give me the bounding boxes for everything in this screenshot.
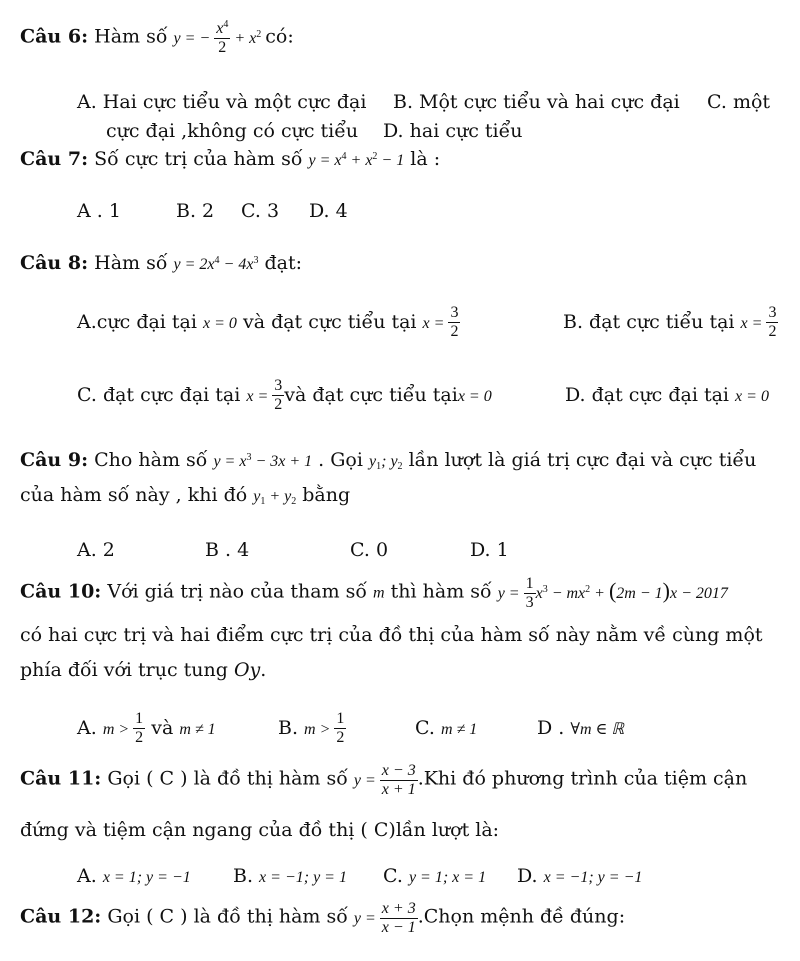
q6-stem xyxy=(20,20,294,58)
q11-a-m: x = 1; y = −1 xyxy=(102,869,191,886)
q6-text-post: có: xyxy=(265,25,294,48)
q9-f-p1: y = x xyxy=(213,453,247,470)
q10-f-p3: + xyxy=(590,584,609,602)
q6-f-den: 2 xyxy=(218,39,227,57)
q8-d-m: x = 0 xyxy=(735,388,769,405)
q10-f-e2: 2 xyxy=(585,583,591,595)
q10-b-den: 2 xyxy=(336,729,345,747)
q8-f-p2: − 4x xyxy=(219,256,254,273)
q11-c-m: y = 1; x = 1 xyxy=(408,869,487,886)
q10-f-p5: 2m − 1 xyxy=(616,584,663,602)
q8-f-e1: 4 xyxy=(214,255,220,266)
q11-f-den: x + 1 xyxy=(381,781,416,799)
q9-ys-b-sub: 2 xyxy=(397,461,403,472)
q8-stem xyxy=(20,253,302,274)
q12-stem xyxy=(20,900,625,938)
q7-f-p1: y = x xyxy=(308,152,342,169)
q9-t3: lần lượt là giá trị cực đại và cực tiểu xyxy=(402,449,757,471)
q10-a-den: 2 xyxy=(135,729,144,747)
q8-a-m2: x = xyxy=(422,314,449,332)
q10-c-m: m ≠ 1 xyxy=(440,721,478,738)
q6-option-a: A. Hai cực tiểu và một cực đại xyxy=(77,91,367,113)
q9-t2: . Gọi xyxy=(312,449,369,471)
q8-c-m2: x = 0 xyxy=(457,387,492,405)
q6-f-num-exp: 4 xyxy=(223,19,229,30)
q8-c-m: x = xyxy=(246,387,273,405)
q11-label: Câu 11: xyxy=(20,767,102,790)
q10-f-lparen: ( xyxy=(608,577,617,603)
q10-option-a xyxy=(77,710,216,748)
q10-line3-axis: Oy xyxy=(233,659,261,681)
q8-b-num: 3 xyxy=(766,304,778,323)
q9-option-d: D. 1 xyxy=(470,539,509,561)
q10-f-frac xyxy=(524,575,536,613)
q10-t2: thì hàm số xyxy=(384,580,498,603)
q11-b-m: x = −1; y = 1 xyxy=(259,869,347,886)
q10-c-pre: C. xyxy=(415,717,441,739)
q8-a-pre: A.cực đại tại xyxy=(77,310,204,333)
q10-b-pre: B. xyxy=(278,716,305,739)
q7-f-p2: + x xyxy=(346,152,373,169)
q7-option-d: D. 4 xyxy=(309,200,348,222)
q8-text-pre: Hàm số xyxy=(88,252,174,274)
q7-f-p3: − 1 xyxy=(377,152,405,169)
q10-m: m xyxy=(373,584,385,602)
q11-option-d xyxy=(517,866,642,887)
q10-a-frac xyxy=(133,710,145,748)
q7-text-pre: Số cực trị của hàm số xyxy=(88,148,309,170)
q7-f-e2: 2 xyxy=(372,151,378,162)
q9-sum-a-sub: 1 xyxy=(260,496,266,507)
q9-formula xyxy=(213,453,312,470)
q11-f-frac xyxy=(380,762,418,800)
q8-b-m: x = xyxy=(740,314,767,332)
q8-formula xyxy=(174,256,259,273)
q11-f-num: x − 3 xyxy=(380,762,418,781)
q6-option-b: B. Một cực tiểu và hai cực đại xyxy=(393,91,680,113)
q10-d-pre: D . xyxy=(537,717,571,739)
q10-f-den: 3 xyxy=(525,594,534,612)
q9-stem xyxy=(20,450,756,471)
q9-stem-line2 xyxy=(20,485,350,506)
q8-c-den: 2 xyxy=(274,396,283,414)
q6-option-c-cont: cực đại ,không có cực tiểu xyxy=(106,120,359,142)
q7-stem xyxy=(20,149,440,170)
q6-label: Câu 6: xyxy=(20,25,89,48)
q12-f-den: x − 1 xyxy=(381,919,416,937)
q10-stem-line2: có hai cực trị và hai điểm cực trị của đồ thị của hàm số này nằm về cùng một xyxy=(20,624,763,646)
q11-option-a xyxy=(77,866,191,887)
q8-label: Câu 8: xyxy=(20,252,89,274)
q8-b-frac xyxy=(766,304,778,342)
q6-f-frac xyxy=(214,20,230,58)
q8-text-post: đạt: xyxy=(258,252,303,274)
q10-formula xyxy=(497,575,728,612)
q12-t2: .Chọn mệnh đề đúng: xyxy=(417,905,626,928)
q10-f-p7: x − 2017 xyxy=(669,584,728,602)
q10-b-frac xyxy=(334,710,346,748)
q8-option-a xyxy=(77,304,460,342)
q10-a-num: 1 xyxy=(133,710,145,729)
q10-option-b xyxy=(278,710,346,748)
q6-option-c: C. một xyxy=(707,91,771,113)
q10-stem-line3 xyxy=(20,660,266,681)
q8-c-num: 3 xyxy=(272,377,284,396)
q10-a-m2: m ≠ 1 xyxy=(179,720,216,738)
q10-label: Câu 10: xyxy=(20,580,102,603)
q8-f-p1: y = 2x xyxy=(173,256,215,273)
q12-t1: Gọi ( C ) là đồ thị hàm số xyxy=(101,905,354,928)
q10-a-m: m > xyxy=(102,720,134,738)
q9-option-c: C. 0 xyxy=(350,539,389,561)
q11-c-pre: C. xyxy=(383,865,409,887)
q11-f-lhs: y = xyxy=(353,771,380,789)
q11-t1: Gọi ( C ) là đồ thị hàm số xyxy=(101,767,354,790)
q8-c-pre: C. đạt cực đại tại xyxy=(77,383,247,406)
q10-f-p2: − mx xyxy=(547,584,586,602)
q10-b-m: m > xyxy=(304,720,335,738)
q10-f-lhs: y = xyxy=(497,584,524,602)
q9-sum xyxy=(253,488,296,505)
q9-ys-a: y xyxy=(369,453,377,470)
q8-a-num: 3 xyxy=(448,304,460,323)
q10-option-c xyxy=(415,718,477,739)
q6-f-num: x xyxy=(216,20,224,37)
q12-f-num: x + 3 xyxy=(380,900,418,919)
q9-ys xyxy=(369,453,403,470)
q9-sum-a: y xyxy=(253,488,261,505)
q6-f-tail-exp: 2 xyxy=(256,28,262,40)
q11-stem-line2: đứng và tiệm cận ngang của đồ thị ( C)lần lượt là: xyxy=(20,819,500,841)
q11-formula xyxy=(353,762,418,799)
q9-ys-a-sub: 1 xyxy=(376,461,382,472)
q9-sum-b-sub: 2 xyxy=(291,496,297,507)
q10-t1: Với giá trị nào của tham số xyxy=(101,580,374,603)
q10-f-num: 1 xyxy=(524,575,536,594)
q10-line3-post: . xyxy=(260,659,267,681)
q7-text-post: là : xyxy=(404,148,441,170)
q7-formula xyxy=(309,152,405,169)
q9-line2-pre: của hàm số này , khi đó xyxy=(20,484,254,506)
q11-a-pre: A. xyxy=(77,865,103,887)
q9-f-e1: 3 xyxy=(246,452,252,463)
q7-option-b: B. 2 xyxy=(176,200,215,222)
q6-option-d: D. hai cực tiểu xyxy=(383,120,523,142)
q12-f-frac xyxy=(380,900,418,938)
q9-label: Câu 9: xyxy=(20,449,89,471)
q7-option-c: C. 3 xyxy=(241,200,280,222)
q11-option-c xyxy=(383,866,486,887)
q10-f-rparen: ) xyxy=(662,577,670,603)
q8-a-frac xyxy=(448,304,460,342)
q8-option-c xyxy=(77,377,492,415)
q10-f-p1: x xyxy=(535,584,543,602)
q8-c-mid: và đạt cực tiểu tại xyxy=(284,383,458,406)
q8-b-den: 2 xyxy=(768,323,777,341)
q9-option-b: B . 4 xyxy=(205,539,250,561)
q9-t1: Cho hàm số xyxy=(88,449,214,471)
q7-option-a: A . 1 xyxy=(77,200,121,222)
q11-d-m: x = −1; y = −1 xyxy=(543,869,643,886)
q6-text-pre: Hàm số xyxy=(88,25,174,48)
q8-a-mid: và đạt cực tiểu tại xyxy=(236,310,423,333)
q9-option-a: A. 2 xyxy=(77,539,115,561)
q8-option-b xyxy=(563,304,778,342)
q12-f-lhs: y = xyxy=(353,909,380,927)
q10-line3-pre: phía đối với trục tung xyxy=(20,659,234,681)
q11-d-pre: D. xyxy=(517,865,544,887)
q8-d-pre: D. đạt cực đại tại xyxy=(565,384,736,406)
q6-formula xyxy=(173,19,266,57)
q10-option-d xyxy=(537,718,624,739)
q10-a-mid: và xyxy=(145,716,180,739)
q11-stem xyxy=(20,762,747,800)
q10-d-m: ∀m ∈ ℝ xyxy=(570,721,625,738)
q6-f-lhs: y = − xyxy=(173,29,211,47)
q8-a-m1: x = 0 xyxy=(203,314,237,332)
q10-b-num: 1 xyxy=(334,710,346,729)
q12-label: Câu 12: xyxy=(20,905,102,928)
q7-label: Câu 7: xyxy=(20,148,89,170)
q8-a-den: 2 xyxy=(450,323,459,341)
q7-f-e1: 4 xyxy=(341,151,347,162)
q8-c-frac xyxy=(272,377,284,415)
q11-t2: .Khi đó phương trình của tiệm cận xyxy=(417,767,748,790)
q8-b-pre: B. đạt cực tiểu tại xyxy=(563,310,741,333)
q9-line2-post: bằng xyxy=(296,484,351,506)
q6-f-tail: + x xyxy=(234,29,257,47)
q10-f-e1: 3 xyxy=(542,583,548,595)
q11-option-b xyxy=(233,866,347,887)
q9-sum-plus: + y xyxy=(265,488,292,505)
q8-option-d xyxy=(565,385,769,406)
q11-b-pre: B. xyxy=(233,865,260,887)
q8-f-e2: 3 xyxy=(253,255,259,266)
q10-stem xyxy=(20,575,728,613)
q12-formula xyxy=(353,900,418,937)
q10-a-pre: A. xyxy=(77,716,103,739)
q9-f-p2: − 3x + 1 xyxy=(251,453,313,470)
q9-ys-sep: ; y xyxy=(381,453,398,470)
